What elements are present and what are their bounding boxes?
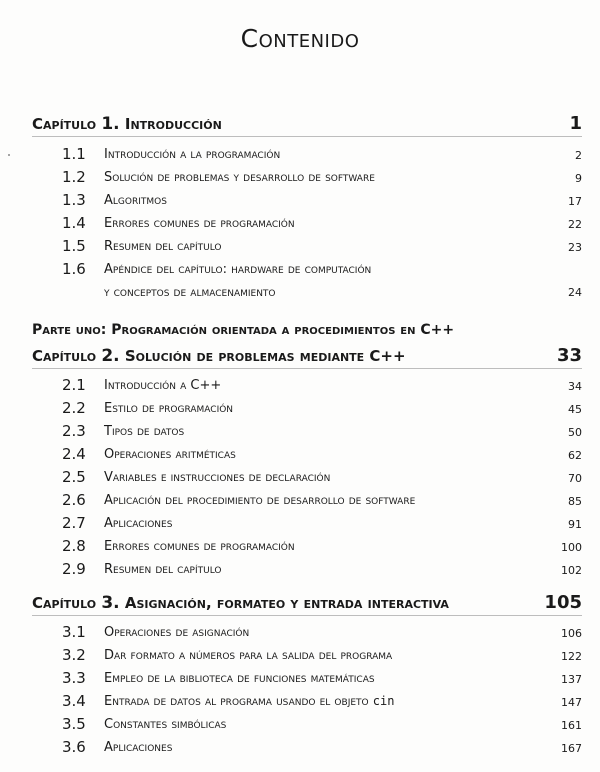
section-page: 102: [561, 564, 582, 577]
section-title: Introducción a la programación: [104, 147, 281, 162]
chapter-page: 33: [556, 345, 582, 366]
section-title: Errores comunes de programación: [104, 539, 295, 554]
chapter-page: 1: [569, 113, 582, 134]
section-page: 85: [568, 495, 582, 508]
chapter-number: 1.: [101, 114, 120, 134]
chapter-heading[interactable]: [32, 593, 582, 616]
section-entry[interactable]: [0, 512, 582, 532]
section-page: 106: [561, 627, 582, 640]
section-number: 3.3: [62, 669, 86, 687]
chapter-title: [32, 593, 449, 613]
section-number: 1.6: [62, 260, 86, 278]
section-page: 161: [561, 719, 582, 732]
chapter-page: 105: [544, 592, 582, 613]
section-title: Aplicaciones: [104, 516, 173, 531]
section-page: 100: [561, 541, 582, 554]
section-entry[interactable]: [0, 420, 582, 440]
section-number: 1.1: [62, 145, 86, 163]
section-page: 70: [568, 472, 582, 485]
section-entry[interactable]: [0, 621, 582, 641]
chapter-label: Capítulo: [32, 115, 97, 133]
section-number: 2.8: [62, 537, 86, 555]
section-title: Aplicaciones: [104, 740, 173, 755]
section-entry[interactable]: [0, 443, 582, 463]
section-entry[interactable]: [0, 166, 582, 186]
section-page: 23: [568, 241, 582, 254]
section-title: Introducción a C++: [104, 378, 222, 393]
section-title: Empleo de la biblioteca de funciones matemáticas: [104, 671, 375, 686]
section-title: Tipos de datos: [104, 424, 185, 439]
section-number: 2.7: [62, 514, 86, 532]
section-title: Errores comunes de programación: [104, 216, 295, 231]
section-entry[interactable]: [0, 713, 582, 733]
section-title: Variables e instrucciones de declaración: [104, 470, 331, 485]
section-page: 9: [575, 172, 582, 185]
section-page: 137: [561, 673, 582, 686]
section-entry[interactable]: [0, 143, 582, 163]
section-page: 50: [568, 426, 582, 439]
section-page: 167: [561, 742, 582, 755]
section-entry[interactable]: [0, 644, 582, 664]
chapter-name: Asignación, formateo y entrada interactiva: [124, 594, 449, 612]
section-entry[interactable]: [0, 189, 582, 209]
section-entry[interactable]: [0, 535, 582, 555]
section-entry[interactable]: [0, 397, 582, 417]
section-title: Estilo de programación: [104, 401, 234, 416]
section-page: 62: [568, 449, 582, 462]
section-number: 2.9: [62, 560, 86, 578]
section-page: 45: [568, 403, 582, 416]
section-entry[interactable]: [0, 690, 582, 710]
section-title-continued: y conceptos de almacenamiento: [104, 285, 276, 300]
chapter-heading[interactable]: [32, 346, 582, 369]
section-title-text: Entrada de datos al programa usando el objeto: [104, 694, 369, 709]
section-entry[interactable]: [0, 558, 582, 578]
section-number: 3.1: [62, 623, 86, 641]
part-heading[interactable]: Parte uno: Programación orientada a procedimientos en C++: [32, 322, 455, 338]
chapter-title: [32, 346, 406, 366]
page-title: Contenido: [240, 24, 360, 53]
chapter-name: Solución de problemas mediante C++: [124, 347, 406, 365]
section-number: 3.2: [62, 646, 86, 664]
section-number: 2.6: [62, 491, 86, 509]
section-page: 91: [568, 518, 582, 531]
section-page: 24: [568, 286, 582, 299]
section-number: 2.5: [62, 468, 86, 486]
section-title: [104, 694, 394, 709]
section-entry[interactable]: [0, 258, 582, 300]
section-entry[interactable]: [0, 667, 582, 687]
section-entry[interactable]: [0, 736, 582, 756]
section-title: Constantes simbólicas: [104, 717, 227, 732]
section-number: 2.2: [62, 399, 86, 417]
section-title: Resumen del capítulo: [104, 562, 222, 577]
section-title: Resumen del capítulo: [104, 239, 222, 254]
section-page: 147: [561, 696, 582, 709]
section-number: 3.6: [62, 738, 86, 756]
section-number: 1.4: [62, 214, 86, 232]
section-page: 17: [568, 195, 582, 208]
section-entry[interactable]: [0, 212, 582, 232]
chapter-label: Capítulo: [32, 347, 97, 365]
section-number: 3.4: [62, 692, 86, 710]
section-entry[interactable]: [0, 235, 582, 255]
section-entry[interactable]: [0, 489, 582, 509]
section-number: 1.5: [62, 237, 86, 255]
section-title: Apéndice del capítulo: hardware de computación: [104, 262, 372, 277]
section-number: 1.2: [62, 168, 86, 186]
chapter-title: [32, 114, 222, 134]
section-title: Operaciones de asignación: [104, 625, 250, 640]
section-title: Solución de problemas y desarrollo de software: [104, 170, 375, 185]
chapter-number: 2.: [101, 346, 120, 366]
section-entry[interactable]: [0, 374, 582, 394]
section-entry[interactable]: [0, 466, 582, 486]
chapter-label: Capítulo: [32, 594, 97, 612]
section-number: 3.5: [62, 715, 86, 733]
chapter-number: 3.: [101, 593, 120, 613]
section-page: 34: [568, 380, 582, 393]
section-page: 2: [575, 149, 582, 162]
section-number: 2.4: [62, 445, 86, 463]
section-title-code: cin: [372, 694, 395, 708]
chapter-name: Introducción: [124, 115, 222, 133]
section-title: Dar formato a números para la salida del programa: [104, 648, 393, 663]
section-title: Aplicación del procedimiento de desarrollo de software: [104, 493, 416, 508]
section-title: Algoritmos: [104, 193, 167, 208]
chapter-heading[interactable]: [32, 114, 582, 137]
section-number: 1.3: [62, 191, 86, 209]
section-number: 2.3: [62, 422, 86, 440]
section-page: 22: [568, 218, 582, 231]
section-number: 2.1: [62, 376, 86, 394]
section-page: 122: [561, 650, 582, 663]
section-title: Operaciones aritméticas: [104, 447, 236, 462]
